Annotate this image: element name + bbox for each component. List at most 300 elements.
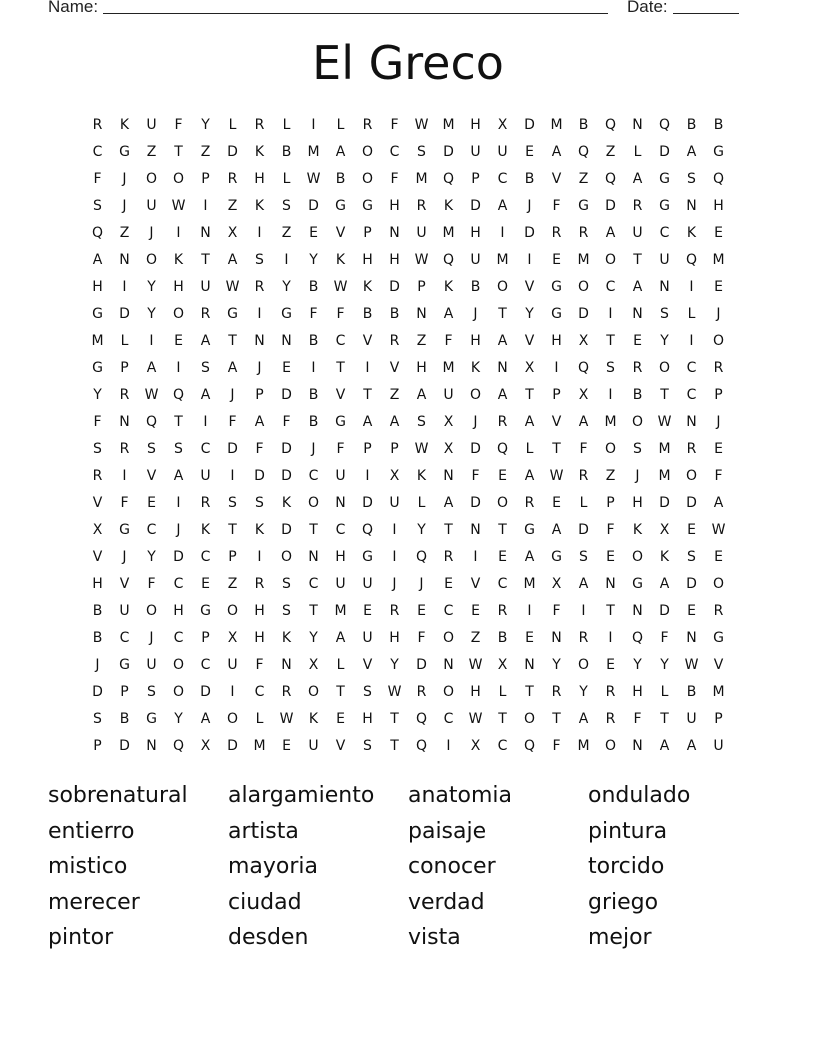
grid-letter: U — [632, 224, 643, 241]
grid-letter: D — [200, 683, 211, 700]
grid-letter: I — [473, 548, 478, 565]
grid-letter: N — [632, 116, 643, 133]
grid-letter: U — [200, 467, 211, 484]
grid-letter: J — [149, 224, 154, 241]
grid-letter: D — [281, 386, 292, 403]
grid-letter: O — [604, 251, 617, 268]
grid-letter: Q — [685, 251, 698, 268]
grid-letter: C — [200, 440, 211, 457]
grid-letter: V — [524, 332, 535, 349]
grid-letter: T — [552, 440, 561, 457]
grid-letter: D — [281, 440, 292, 457]
grid-letter: U — [497, 143, 508, 160]
grid-letter: O — [226, 710, 239, 727]
grid-letter: F — [255, 440, 264, 457]
grid-letter: A — [416, 386, 427, 403]
grid-letter: I — [176, 359, 181, 376]
grid-letter: F — [633, 710, 642, 727]
grid-letter: V — [362, 656, 373, 673]
grid-letter: X — [659, 521, 670, 538]
grid-letter: U — [686, 710, 697, 727]
word-list-item: conocer — [408, 854, 496, 879]
grid-letter: K — [254, 143, 265, 160]
grid-letter: N — [443, 656, 454, 673]
grid-letter: N — [605, 575, 616, 592]
grid-letter: O — [145, 251, 158, 268]
grid-letter: K — [200, 521, 211, 538]
grid-letter: A — [173, 467, 184, 484]
grid-letter: K — [416, 467, 427, 484]
grid-letter: G — [92, 359, 103, 376]
grid-letter: A — [362, 413, 373, 430]
grid-letter: Q — [577, 143, 590, 160]
grid-letter: U — [119, 602, 130, 619]
grid-letter: L — [633, 143, 642, 160]
grid-letter: Y — [552, 656, 561, 673]
grid-letter: E — [714, 548, 723, 565]
grid-letter: E — [309, 224, 318, 241]
grid-letter: Y — [93, 386, 102, 403]
grid-letter: G — [119, 521, 130, 538]
grid-letter: M — [91, 332, 104, 349]
grid-letter: H — [335, 548, 346, 565]
grid-letter: G — [119, 143, 130, 160]
grid-letter: D — [173, 548, 184, 565]
grid-letter: G — [119, 656, 130, 673]
grid-letter: V — [335, 737, 346, 754]
grid-letter: G — [146, 710, 157, 727]
grid-letter: N — [146, 737, 157, 754]
grid-letter: R — [200, 305, 211, 322]
grid-letter: C — [146, 521, 157, 538]
grid-letter: C — [200, 656, 211, 673]
grid-letter: E — [498, 548, 507, 565]
word-list-item: mistico — [48, 854, 128, 879]
grid-letter: B — [92, 629, 103, 646]
grid-letter: D — [470, 197, 481, 214]
grid-letter: A — [686, 143, 697, 160]
grid-letter: H — [362, 251, 373, 268]
grid-letter: R — [713, 359, 724, 376]
grid-letter: A — [200, 710, 211, 727]
grid-letter: D — [659, 602, 670, 619]
grid-letter: T — [228, 521, 237, 538]
grid-letter: M — [658, 467, 671, 484]
grid-letter: E — [336, 710, 345, 727]
grid-letter: G — [281, 305, 292, 322]
grid-letter: S — [417, 143, 426, 160]
grid-letter: S — [282, 602, 291, 619]
grid-letter: S — [201, 359, 210, 376]
grid-letter: E — [633, 332, 642, 349]
grid-letter: E — [444, 575, 453, 592]
grid-letter: Y — [201, 116, 210, 133]
grid-letter: Q — [172, 386, 185, 403]
grid-letter: A — [551, 143, 562, 160]
grid-letter: O — [658, 359, 671, 376]
grid-letter: T — [390, 710, 399, 727]
grid-letter: U — [389, 494, 400, 511]
grid-letter: W — [333, 278, 348, 295]
grid-letter: W — [468, 656, 483, 673]
grid-letter: V — [119, 575, 130, 592]
grid-letter: A — [389, 413, 400, 430]
grid-letter: L — [282, 170, 291, 187]
grid-letter: I — [122, 467, 127, 484]
grid-letter: A — [524, 413, 535, 430]
grid-letter: P — [471, 170, 480, 187]
grid-letter: E — [606, 656, 615, 673]
grid-letter: C — [308, 575, 319, 592]
grid-letter: B — [470, 278, 481, 295]
grid-letter: A — [659, 737, 670, 754]
grid-letter: W — [468, 710, 483, 727]
grid-letter: N — [308, 548, 319, 565]
grid-letter: Q — [91, 224, 104, 241]
header-fields — [0, 0, 816, 19]
grid-letter: P — [714, 710, 723, 727]
grid-letter: M — [712, 251, 725, 268]
grid-letter: I — [365, 467, 370, 484]
grid-letter: A — [578, 575, 589, 592]
grid-letter: J — [635, 467, 640, 484]
word-list-item: desden — [228, 925, 309, 950]
grid-letter: E — [282, 737, 291, 754]
grid-letter: P — [552, 386, 561, 403]
grid-letter: U — [200, 278, 211, 295]
grid-letter: D — [119, 737, 130, 754]
grid-letter: O — [712, 575, 725, 592]
grid-letter: F — [714, 467, 723, 484]
grid-letter: R — [686, 440, 697, 457]
word-list-item: pintura — [588, 818, 668, 844]
grid-letter: C — [497, 575, 508, 592]
grid-letter: F — [309, 305, 318, 322]
grid-letter: C — [497, 170, 508, 187]
grid-letter: E — [147, 494, 156, 511]
grid-letter: M — [658, 440, 671, 457]
word-list-item: griego — [588, 889, 659, 915]
grid-letter: O — [631, 413, 644, 430]
grid-letter: B — [308, 278, 319, 295]
grid-letter: I — [230, 467, 235, 484]
grid-letter: A — [497, 197, 508, 214]
grid-letter: B — [308, 413, 319, 430]
grid-letter: J — [122, 170, 127, 187]
grid-letter: B — [578, 116, 589, 133]
grid-letter: I — [446, 737, 451, 754]
grid-letter: R — [281, 683, 292, 700]
grid-letter: L — [417, 494, 426, 511]
grid-letter: F — [606, 521, 615, 538]
grid-letter: A — [632, 278, 643, 295]
grid-letter: J — [257, 359, 262, 376]
grid-letter: T — [201, 251, 210, 268]
grid-letter: U — [416, 224, 427, 241]
grid-letter: R — [119, 440, 130, 457]
grid-letter: R — [254, 575, 265, 592]
grid-letter: N — [335, 494, 346, 511]
grid-letter: C — [659, 224, 670, 241]
grid-letter: O — [523, 710, 536, 727]
grid-letter: F — [336, 440, 345, 457]
word-list-item: verdad — [408, 889, 485, 915]
grid-letter: F — [228, 413, 237, 430]
grid-letter: H — [551, 332, 562, 349]
name-label: Name: — [48, 0, 99, 16]
grid-letter: R — [416, 683, 427, 700]
grid-letter: D — [92, 683, 103, 700]
grid-letter: S — [93, 710, 102, 727]
grid-letter: U — [335, 575, 346, 592]
grid-letter: L — [660, 683, 669, 700]
grid-letter: X — [227, 629, 238, 646]
grid-letter: H — [470, 116, 481, 133]
puzzle-title: El Greco — [312, 36, 504, 90]
grid-letter: C — [443, 710, 454, 727]
grid-letter: N — [551, 629, 562, 646]
grid-letter: A — [227, 251, 238, 268]
grid-letter: G — [362, 197, 373, 214]
grid-letter: T — [309, 521, 318, 538]
grid-letter: T — [498, 305, 507, 322]
grid-letter: U — [146, 197, 157, 214]
grid-letter: F — [552, 197, 561, 214]
grid-letter: I — [689, 332, 694, 349]
grid-letter: O — [577, 278, 590, 295]
grid-letter: D — [281, 467, 292, 484]
grid-letter: H — [362, 710, 373, 727]
grid-letter: Q — [415, 548, 428, 565]
grid-letter: E — [525, 629, 534, 646]
grid-letter: R — [443, 548, 454, 565]
word-list-item: mejor — [588, 925, 652, 950]
grid-letter: F — [552, 602, 561, 619]
grid-letter: T — [363, 386, 372, 403]
grid-letter: H — [632, 494, 643, 511]
grid-letter: O — [442, 683, 455, 700]
grid-letter: T — [633, 251, 642, 268]
grid-letter: N — [632, 602, 643, 619]
grid-letter: R — [578, 224, 589, 241]
grid-letter: M — [523, 575, 536, 592]
grid-letter: Y — [417, 521, 426, 538]
grid-letter: D — [281, 521, 292, 538]
grid-letter: S — [93, 440, 102, 457]
grid-letter: R — [254, 116, 265, 133]
grid-letter: N — [443, 467, 454, 484]
grid-letter: U — [146, 656, 157, 673]
grid-letter: T — [660, 386, 669, 403]
grid-letter: X — [443, 440, 454, 457]
grid-letter: S — [174, 440, 183, 457]
grid-letter: P — [363, 440, 372, 457]
grid-letter: J — [176, 521, 181, 538]
grid-letter: A — [92, 251, 103, 268]
grid-letter: D — [227, 737, 238, 754]
grid-letter: W — [225, 278, 240, 295]
grid-letter: R — [497, 413, 508, 430]
grid-letter: Q — [604, 116, 617, 133]
grid-letter: R — [389, 332, 400, 349]
grid-letter: X — [200, 737, 211, 754]
grid-letter: X — [470, 737, 481, 754]
grid-letter: A — [443, 494, 454, 511]
grid-letter: T — [228, 332, 237, 349]
grid-letter: U — [470, 143, 481, 160]
grid-letter: C — [605, 278, 616, 295]
grid-letter: F — [552, 737, 561, 754]
grid-letter: Q — [631, 629, 644, 646]
grid-letter: B — [497, 629, 508, 646]
grid-letter: C — [173, 629, 184, 646]
grid-letter: A — [524, 548, 535, 565]
grid-letter: R — [416, 197, 427, 214]
grid-letter: B — [281, 143, 292, 160]
grid-letter: R — [524, 494, 535, 511]
grid-letter: H — [254, 602, 265, 619]
grid-letter: F — [390, 116, 399, 133]
grid-letter: C — [254, 683, 265, 700]
grid-letter: U — [713, 737, 724, 754]
grid-letter: F — [579, 440, 588, 457]
grid-letter: Y — [660, 656, 669, 673]
grid-letter: E — [498, 467, 507, 484]
grid-letter: Y — [633, 656, 642, 673]
grid-letter: O — [685, 467, 698, 484]
grid-letter: N — [119, 413, 130, 430]
grid-letter: U — [659, 251, 670, 268]
grid-letter: Z — [200, 143, 211, 160]
grid-letter: W — [414, 251, 429, 268]
grid-letter: C — [497, 737, 508, 754]
grid-letter: S — [255, 251, 264, 268]
grid-letter: P — [228, 548, 237, 565]
grid-letter: I — [149, 332, 154, 349]
grid-letter: Q — [442, 170, 455, 187]
grid-letter: A — [713, 494, 724, 511]
grid-letter: V — [335, 224, 346, 241]
grid-letter: H — [632, 683, 643, 700]
grid-letter: P — [606, 494, 615, 511]
grid-letter: B — [713, 116, 724, 133]
grid-letter: Z — [389, 386, 400, 403]
grid-letter: T — [552, 710, 561, 727]
grid-letter: I — [311, 116, 316, 133]
grid-letter: A — [659, 575, 670, 592]
grid-letter: O — [604, 440, 617, 457]
grid-letter: M — [712, 683, 725, 700]
grid-letter: S — [606, 359, 615, 376]
grid-letter: R — [605, 710, 616, 727]
grid-letter: C — [92, 143, 103, 160]
grid-letter: N — [686, 629, 697, 646]
grid-letter: O — [496, 494, 509, 511]
grid-letter: S — [687, 548, 696, 565]
grid-letter: Y — [579, 683, 588, 700]
grid-letter: G — [551, 305, 562, 322]
grid-letter: K — [659, 548, 670, 565]
grid-letter: I — [311, 359, 316, 376]
word-list — [48, 778, 768, 956]
grid-letter: W — [684, 656, 699, 673]
grid-letter: P — [201, 629, 210, 646]
grid-letter: M — [577, 737, 590, 754]
grid-letter: O — [145, 602, 158, 619]
word-list-item: mayoria — [228, 854, 319, 879]
grid-letter: V — [335, 386, 346, 403]
grid-letter: D — [659, 143, 670, 160]
letter-grid — [84, 111, 732, 759]
grid-letter: A — [578, 710, 589, 727]
grid-letter: T — [606, 602, 615, 619]
grid-letter: A — [605, 224, 616, 241]
grid-letter: L — [120, 332, 129, 349]
grid-letter: T — [309, 602, 318, 619]
grid-letter: P — [714, 386, 723, 403]
grid-letter: C — [335, 521, 346, 538]
grid-letter: R — [92, 467, 103, 484]
grid-letter: V — [92, 548, 103, 565]
word-list-item: pintor — [48, 925, 114, 950]
grid-letter: L — [525, 440, 534, 457]
grid-letter: I — [257, 305, 262, 322]
grid-letter: X — [578, 386, 589, 403]
grid-letter: B — [362, 305, 373, 322]
grid-letter: H — [173, 278, 184, 295]
grid-letter: C — [389, 143, 400, 160]
grid-letter: V — [146, 467, 157, 484]
grid-letter: E — [174, 332, 183, 349]
grid-letter: D — [578, 521, 589, 538]
grid-letter: F — [471, 467, 480, 484]
grid-letter: W — [414, 116, 429, 133]
grid-letter: S — [93, 197, 102, 214]
grid-letter: V — [470, 575, 481, 592]
grid-letter: I — [392, 521, 397, 538]
grid-letter: C — [119, 629, 130, 646]
grid-letter: R — [362, 116, 373, 133]
grid-letter: K — [281, 494, 292, 511]
grid-letter: K — [308, 710, 319, 727]
grid-letter: R — [200, 494, 211, 511]
grid-letter: K — [632, 521, 643, 538]
grid-letter: H — [416, 359, 427, 376]
grid-letter: H — [92, 575, 103, 592]
date-blank-line — [673, 0, 739, 14]
grid-letter: Y — [174, 710, 183, 727]
grid-letter: E — [714, 440, 723, 457]
grid-letter: I — [257, 224, 262, 241]
grid-letter: M — [604, 413, 617, 430]
grid-letter: G — [524, 521, 535, 538]
grid-letter: R — [551, 683, 562, 700]
grid-letter: C — [173, 575, 184, 592]
grid-letter: O — [226, 602, 239, 619]
grid-letter: N — [281, 332, 292, 349]
grid-letter: Y — [282, 278, 291, 295]
grid-letter: O — [442, 629, 455, 646]
grid-letter: P — [390, 440, 399, 457]
grid-letter: N — [632, 737, 643, 754]
grid-letter: J — [311, 440, 316, 457]
grid-letter: Y — [309, 251, 318, 268]
grid-letter: E — [687, 521, 696, 538]
grid-letter: B — [119, 710, 130, 727]
grid-letter: Z — [281, 224, 292, 241]
grid-letter: Q — [658, 116, 671, 133]
grid-letter: W — [306, 170, 321, 187]
